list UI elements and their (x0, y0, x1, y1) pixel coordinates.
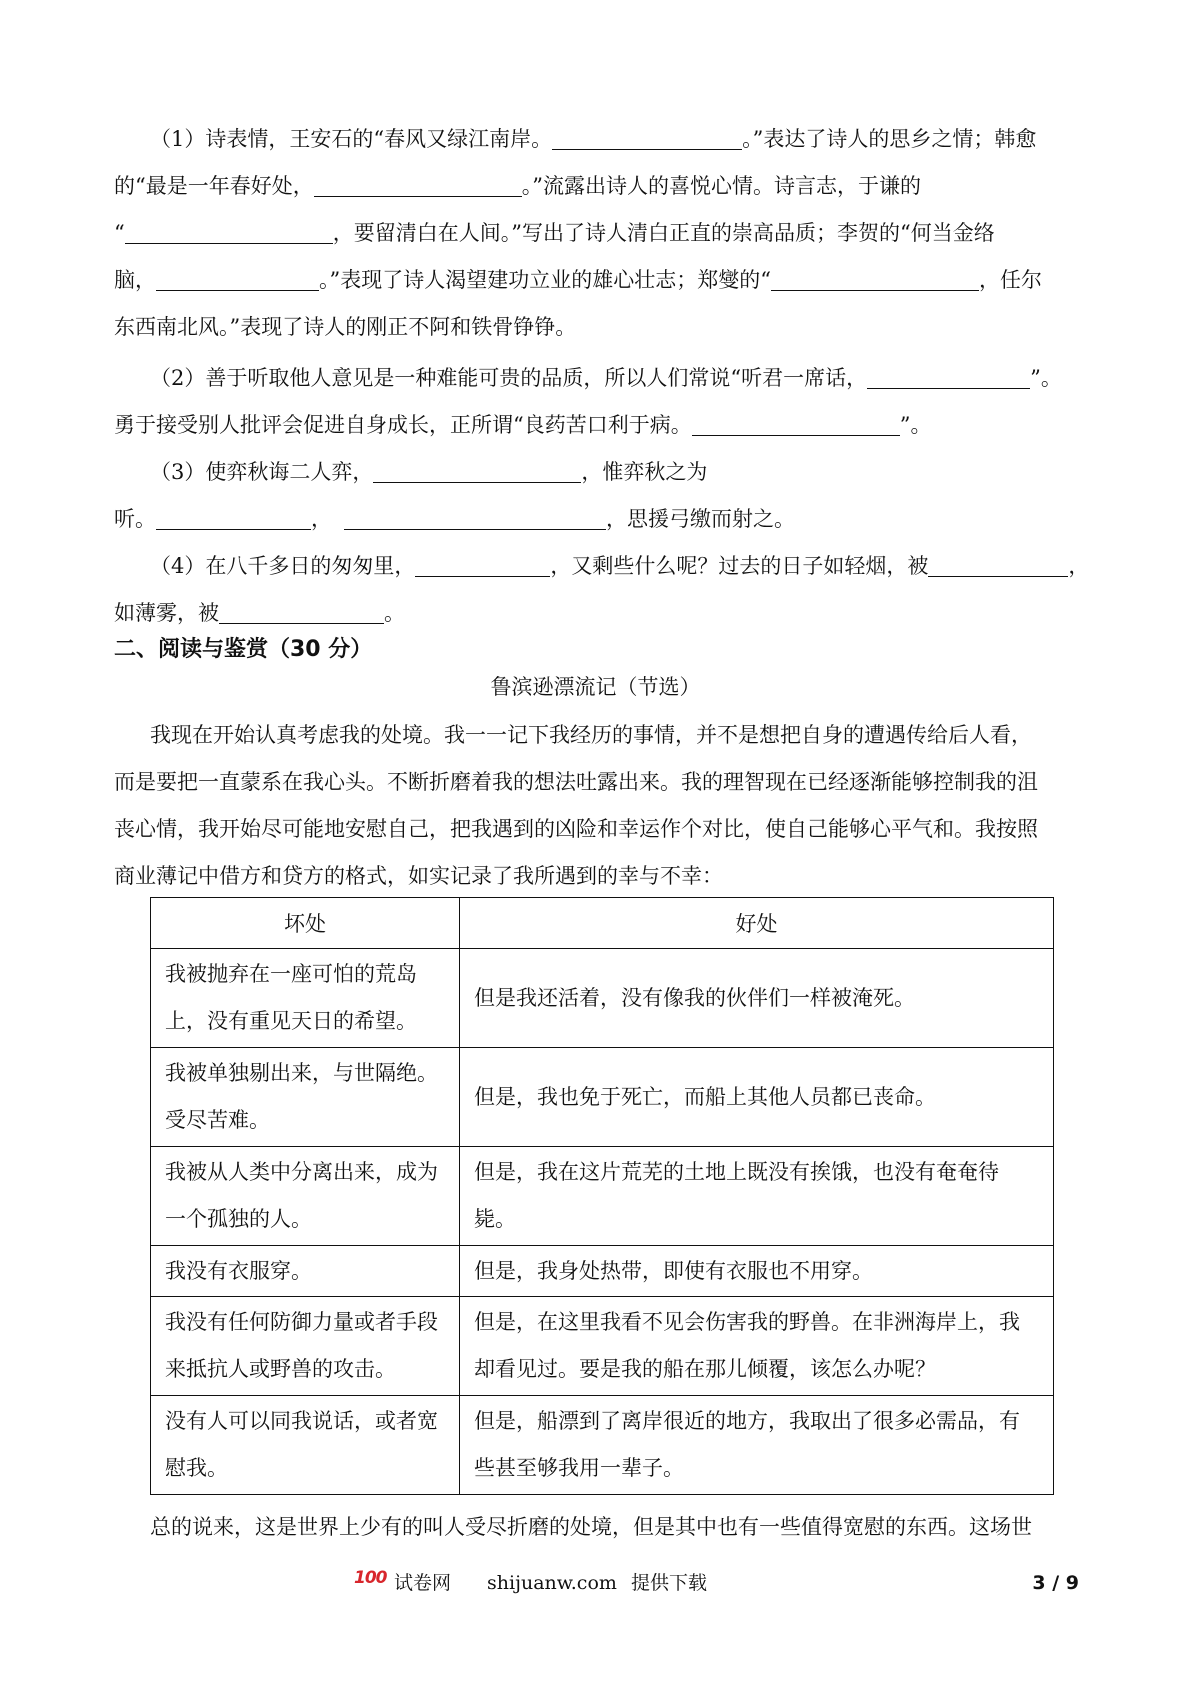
table-row (151, 949, 1054, 1048)
q1-text: ，任尔 (978, 268, 1042, 292)
cell-line: 受尽苦难。 (165, 1108, 270, 1132)
q4-text: （4）在八千多日的匆匆里， (150, 554, 416, 578)
passage-line: 总的说来，这是世界上少有的叫人受尽折磨的处境，但是其中也有一些值得宽慰的东西。这场世 (150, 1515, 1032, 1539)
cell-line: 我被单独剔出来，与世隔绝。 (165, 1061, 438, 1085)
q1-line-2 (114, 171, 921, 201)
q2-text: ”。 (899, 413, 932, 437)
answer-blank (928, 554, 1068, 577)
q2-text: 勇于接受别人批评会促进自身成长，正所谓“良药苦口利于病。 (114, 413, 692, 437)
bad-cell (151, 1048, 460, 1147)
good-cell (460, 1246, 1054, 1297)
bad-cell (151, 1246, 460, 1297)
cell-line: 却看见过。要是我的船在那儿倾覆，该怎么办呢？ (474, 1357, 936, 1381)
answer-blank (692, 413, 900, 436)
q3-text: ，思援弓缴而射之。 (606, 507, 795, 531)
answer-blank (415, 554, 550, 577)
q4-text: ，又剩些什么呢？过去的日子如轻烟，被 (550, 554, 929, 578)
answer-blank (125, 221, 333, 244)
cell-line: 但是，我在这片荒芜的土地上既没有挨饿，也没有奄奄待毙。 (474, 1160, 999, 1231)
bad-cell (151, 1147, 460, 1246)
q1-text: 。”表现了诗人渴望建功立业的雄心壮志；郑燮的“ (319, 268, 771, 292)
cell-line: 一个孤独的人。 (165, 1207, 312, 1231)
q4-text: 如薄雾，被 (114, 601, 219, 625)
table-row (151, 1147, 1054, 1246)
q3-text: ，惟弈秋之为 (581, 460, 708, 484)
good-cell (460, 1048, 1054, 1147)
passage-line: 丧心情，我开始尽可能地安慰自己，把我遇到的凶险和幸运作个对比，使自己能够心平气和。我按照 (114, 817, 1038, 841)
q1-text: 脑， (114, 268, 156, 292)
q1-line-3 (114, 218, 995, 248)
q3-text: ， (311, 507, 332, 531)
table-row (151, 1048, 1054, 1147)
q1-text: 。”表达了诗人的思乡之情；韩愈 (742, 127, 1037, 151)
q1-line-4 (114, 265, 1042, 295)
passage-line: 而是要把一直蒙系在我心头。不断折磨着我的想法吐露出来。我的理智现在已经逐渐能够控制我的沮 (114, 770, 1038, 794)
answer-blank (344, 507, 606, 530)
q3-text: （3）使弈秋诲二人弈， (150, 460, 374, 484)
footer-note: 提供下载 (631, 1572, 708, 1594)
q1-line-5 (114, 312, 576, 342)
answer-blank (314, 174, 522, 197)
passage-title: 鲁滨逊漂流记（节选） (490, 675, 701, 699)
table-row (151, 1396, 1054, 1495)
cell-line: 我没有任何防御力量或者手段 (165, 1310, 438, 1334)
cell-line: 我被抛弃在一座可怕的荒岛 (165, 962, 417, 986)
q1-text: ，要留清白在人间。”写出了诗人清白正直的崇高品质；李贺的“何当金络 (332, 221, 995, 245)
cell-line: 些甚至够我用一辈子。 (474, 1456, 684, 1480)
column-header-good: 好处 (460, 898, 1054, 949)
answer-blank (552, 127, 742, 150)
answer-blank (156, 507, 311, 530)
pros-cons-table (150, 897, 1054, 1495)
passage-line: 我现在开始认真考虑我的处境。我一一记下我经历的事情，并不是想把自身的遭遇传给后人看， (150, 723, 1032, 747)
answer-blank (156, 268, 319, 291)
q4-text: 。 (384, 601, 405, 625)
cell-line: 但是我还活着，没有像我的伙伴们一样被淹死。 (474, 985, 915, 1010)
bad-cell (151, 949, 460, 1048)
cell-line: 我被从人类中分离出来，成为 (165, 1160, 438, 1184)
section-heading: 二、阅读与鉴赏（30 分） (114, 637, 373, 662)
answer-blank (771, 268, 979, 291)
good-cell (460, 1396, 1054, 1495)
q3-line-1 (150, 457, 707, 487)
answer-blank (219, 601, 384, 624)
q3-line-2 (114, 504, 795, 534)
site-logo: 100 (354, 1568, 387, 1588)
q1-text: 的“最是一年春好处， (114, 174, 314, 198)
q1-text: （1）诗表情，王安石的“春风又绿江南岸。 (150, 127, 553, 151)
passage-line: 商业薄记中借方和贷方的格式，如实记录了我所遇到的幸与不幸： (114, 864, 723, 888)
q1-text: “ (114, 221, 125, 245)
bad-cell (151, 1297, 460, 1396)
good-cell (460, 1147, 1054, 1246)
answer-blank (867, 366, 1030, 389)
column-header-bad: 坏处 (151, 898, 460, 949)
answer-blank (373, 460, 581, 483)
q2-text: （2）善于听取他人意见是一种难能可贵的品质，所以人们常说“听君一席话， (150, 366, 868, 390)
good-cell (460, 1297, 1054, 1396)
cell-line: 上，没有重见天日的希望。 (165, 1009, 417, 1033)
table-header-row (151, 898, 1054, 949)
cell-line: 慰我。 (165, 1456, 228, 1480)
cell-line: 但是，船漂到了离岸很近的地方，我取出了很多必需品，有 (474, 1409, 1020, 1433)
q4-line-1 (150, 551, 1089, 581)
q2-text: ”。 (1030, 366, 1062, 390)
footer-site-name: 试卷网 (394, 1572, 452, 1594)
table-row (151, 1246, 1054, 1297)
q4-line-2 (114, 598, 405, 628)
cell-line: 但是，我身处热带，即使有衣服也不用穿。 (474, 1258, 873, 1283)
q3-text: 听。 (114, 507, 156, 531)
cell-line: 但是，我也免于死亡，而船上其他人员都已丧命。 (474, 1084, 936, 1109)
page-number: 3 / 9 (1032, 1572, 1079, 1594)
cell-line: 没有人可以同我说话，或者宽 (165, 1409, 438, 1433)
cell-line: 我没有衣服穿。 (165, 1258, 312, 1283)
cell-line: 但是，在这里我看不见会伤害我的野兽。在非洲海岸上，我 (474, 1310, 1020, 1334)
cell-line: 来抵抗人或野兽的攻击。 (165, 1357, 396, 1381)
q4-text: ， (1068, 554, 1090, 578)
table-row (151, 1297, 1054, 1396)
q1-text: 东西南北风。”表现了诗人的刚正不阿和铁骨铮铮。 (114, 315, 577, 339)
bad-cell (151, 1396, 460, 1495)
good-cell (460, 949, 1054, 1048)
q2-line-1 (150, 363, 1062, 393)
footer-url: shijuanw.com (487, 1572, 617, 1594)
q1-text: 。”流露出诗人的喜悦心情。诗言志，于谦的 (521, 174, 921, 198)
q2-line-2 (114, 410, 931, 440)
q1-line-1 (150, 124, 1036, 154)
